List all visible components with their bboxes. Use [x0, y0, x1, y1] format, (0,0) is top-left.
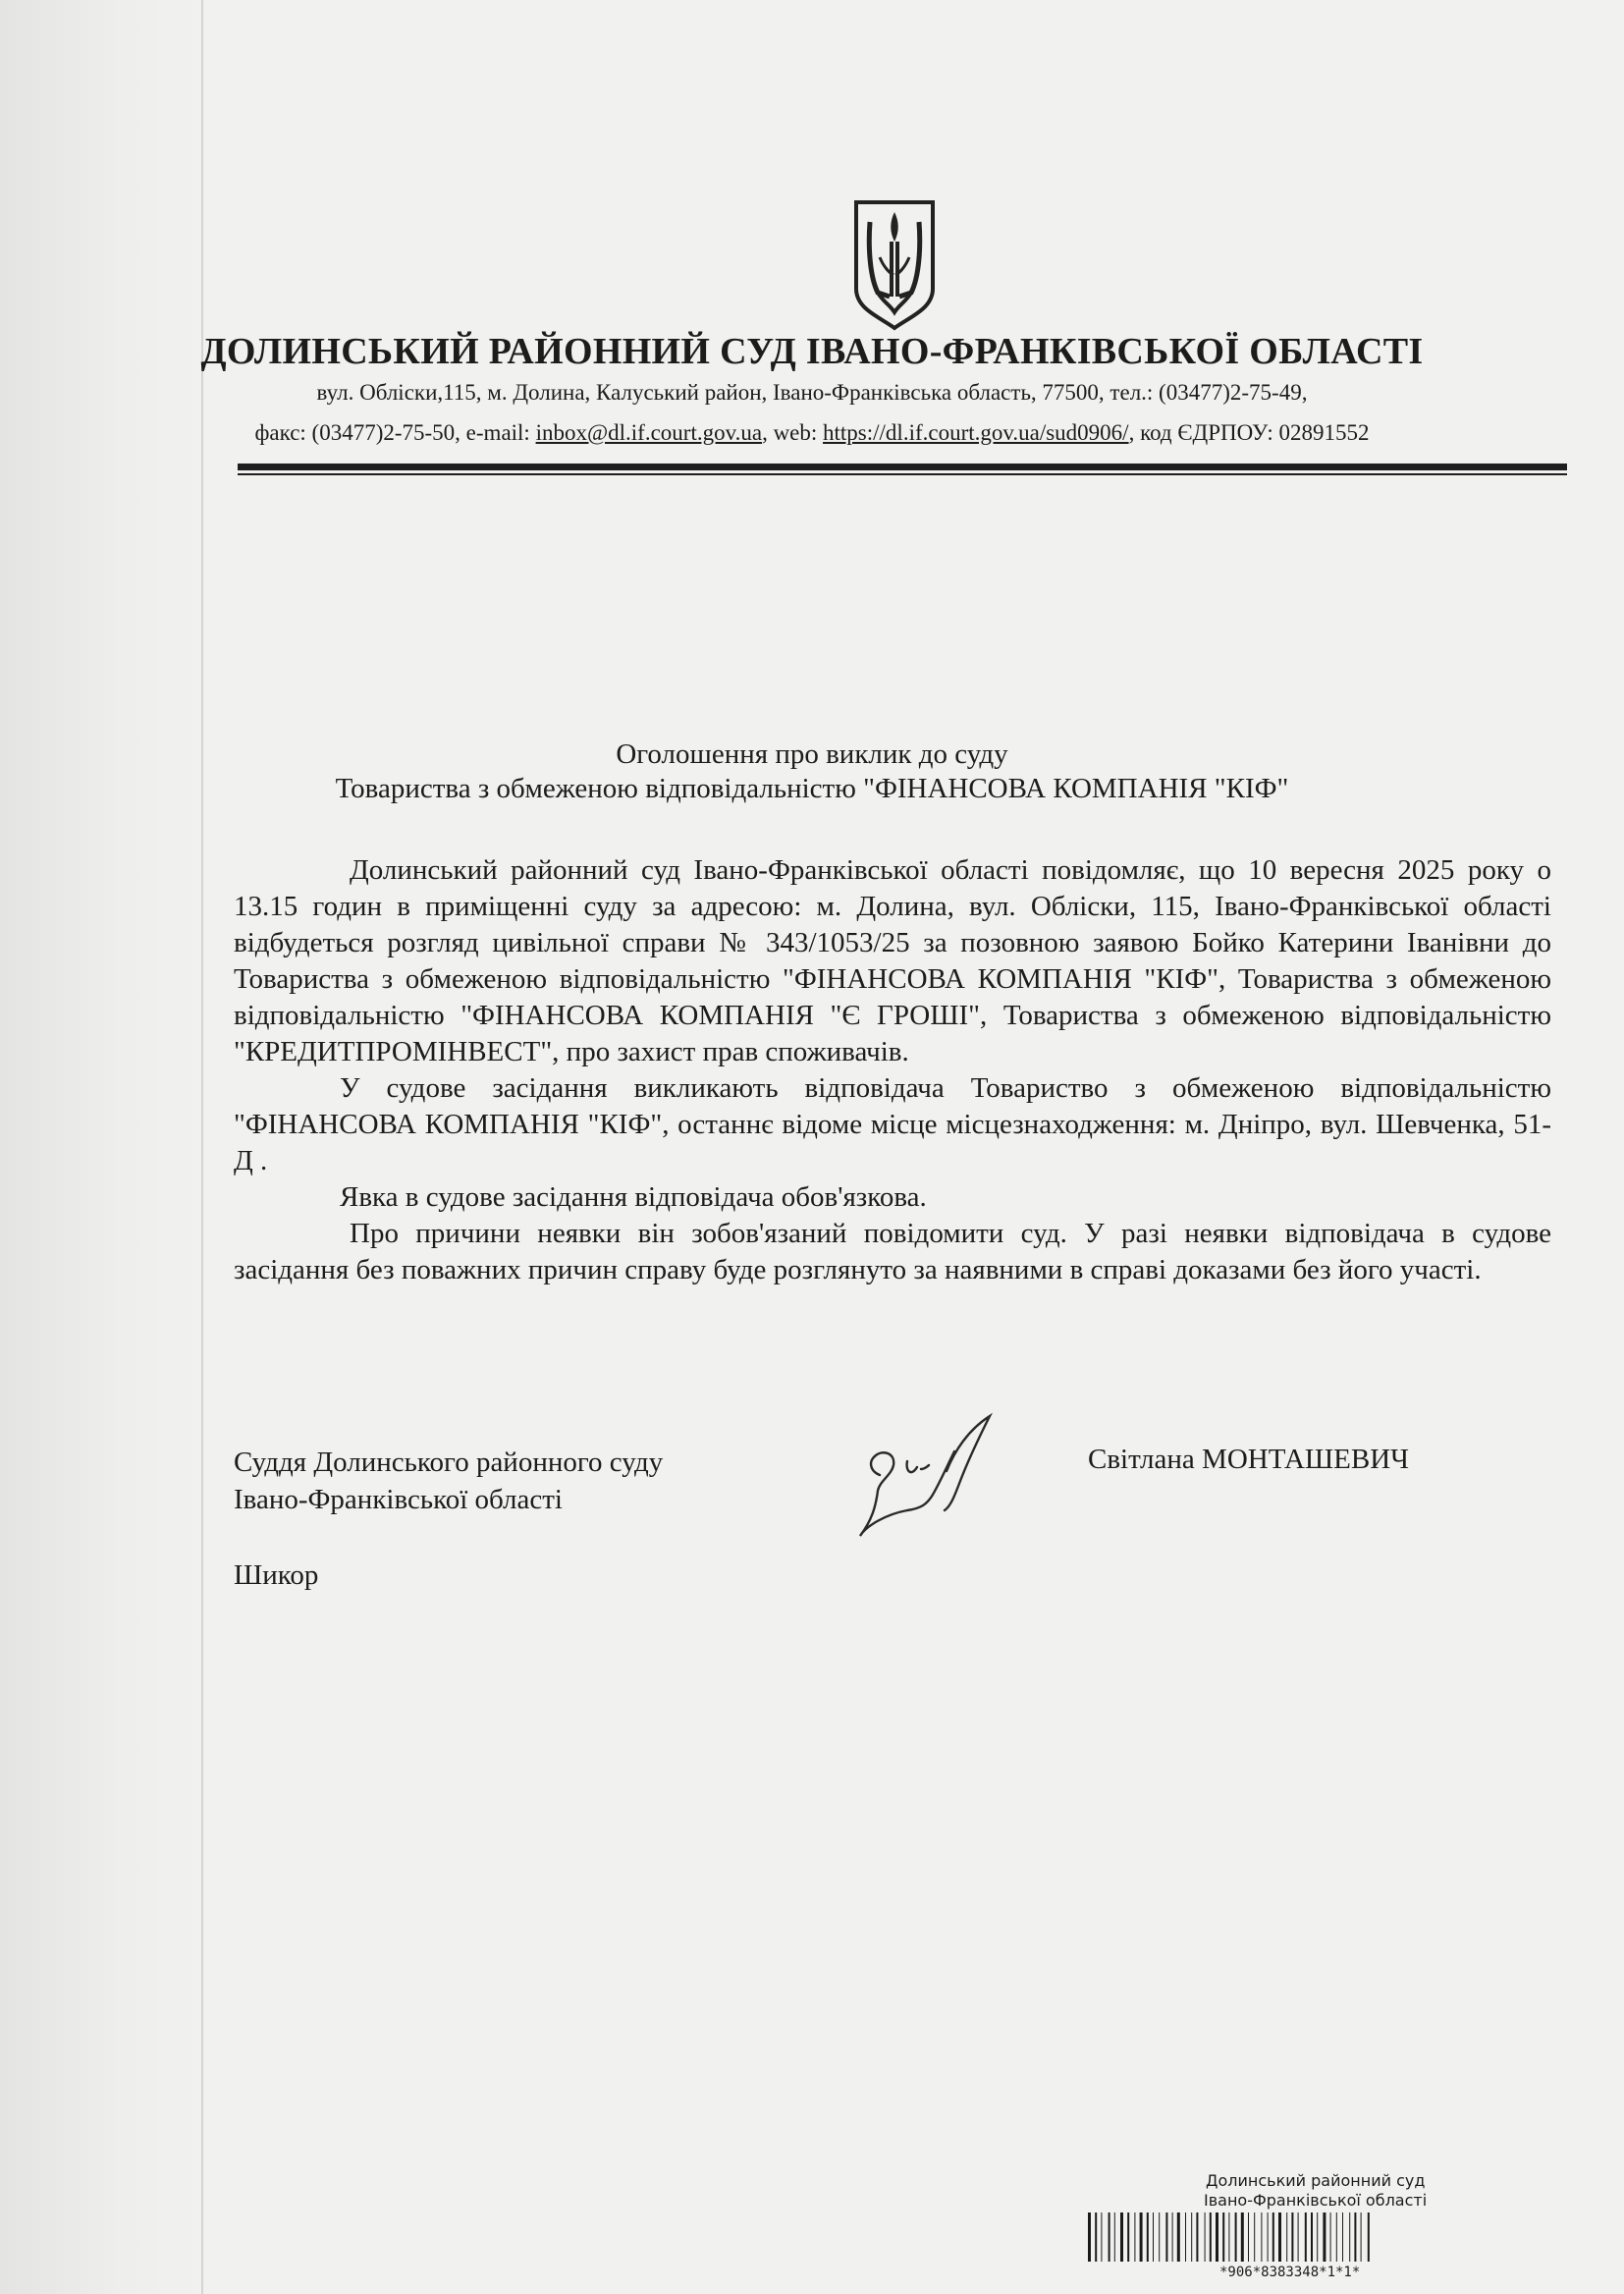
- barcode: [1088, 2212, 1545, 2262]
- barcode-bar: [1278, 2212, 1281, 2262]
- executor-name: Шикор: [234, 1559, 319, 1591]
- notice-subtitle: Товариства з обмеженою відповідальністю "ФІНАНСОВА КОМПАНІЯ "КІФ": [335, 773, 1289, 804]
- barcode-bar: [1272, 2212, 1274, 2262]
- email-link[interactable]: inbox@dl.if.court.gov.ua: [535, 420, 763, 445]
- barcode-number: *906*8383348*1*1*: [1219, 2265, 1361, 2280]
- header-divider: [238, 464, 1567, 470]
- court-name: ДОЛИНСЬКИЙ РАЙОННИЙ СУД ІВАНО-ФРАНКІВСЬКОЇ ОБЛАСТІ: [200, 331, 1424, 372]
- barcode-bar: [1153, 2212, 1154, 2262]
- header-divider-thin: [238, 473, 1567, 475]
- barcode-bar: [1368, 2212, 1370, 2262]
- barcode-bar: [1241, 2212, 1244, 2262]
- barcode-bar: [1114, 2212, 1115, 2262]
- barcode-bar: [1191, 2212, 1192, 2262]
- barcode-bar: [1342, 2212, 1343, 2262]
- barcode-bar: [1134, 2212, 1135, 2262]
- barcode-bar: [1205, 2212, 1206, 2262]
- barcode-bar: [1177, 2212, 1180, 2262]
- barcode-bar: [1095, 2212, 1097, 2262]
- barcode-bar: [1228, 2212, 1229, 2262]
- web-label: , web:: [762, 420, 824, 445]
- barcode-bar: [1361, 2212, 1362, 2262]
- judge-position-line: Івано-Франківської області: [234, 1484, 563, 1515]
- court-contacts: [147, 420, 1477, 446]
- barcode-bar: [1172, 2212, 1173, 2262]
- barcode-bar: [1120, 2212, 1123, 2262]
- barcode-bar: [1165, 2212, 1167, 2262]
- barcode-bar: [1140, 2212, 1143, 2262]
- barcode-bar: [1196, 2212, 1198, 2262]
- notice-body: [234, 852, 1551, 1288]
- barcode-bar: [1248, 2212, 1249, 2262]
- judge-name: Світлана МОНТАШЕВИЧ: [1088, 1444, 1410, 1475]
- notice-paragraph: Про причини неявки він зобов'язаний повідомити суд. У разі неявки відповідача в судове засідання без поважних причин справу буде розглянуто за наявними в справі доказами без його участі.: [234, 1218, 1551, 1285]
- barcode-bar: [1109, 2212, 1110, 2262]
- handwritten-signature: [852, 1412, 1009, 1542]
- court-address: вул. Обліски,115, м. Долина, Калуський район, Івано-Франківська область, 77500, тел.: (03477)2-75-49,: [316, 380, 1308, 405]
- barcode-bar: [1216, 2212, 1218, 2262]
- notice-paragraph: Долинський районний суд Івано-Франківської області повідомляє, що 10 вересня 2025 року о 13.15 годин в приміщенні суду за адресою: м. Долина, вул. Обліски, 115, Івано-Франківської області відбудеться розгляд цивільної справи № 343/1053/25 за позовною заявою Бойко Катерини Іванівни до Товариства з обмеженою відповідальністю "ФІНАНСОВА КОМПАНІЯ "КІФ", Товариства з обмеженою відповідальністю "ФІНАНСОВА КОМПАНІЯ "Є ГРОШІ", Товариства з обмеженою відповідальністю "КРЕДИТПРОМІНВЕСТ", про захист прав споживачів.: [234, 854, 1551, 1067]
- web-link[interactable]: https://dl.if.court.gov.ua/sud0906/: [823, 420, 1129, 445]
- barcode-bar: [1291, 2212, 1293, 2262]
- barcode-bar: [1210, 2212, 1212, 2262]
- notice-paragraph: Явка в судове засідання відповідача обов'язкова.: [340, 1181, 927, 1213]
- barcode-bar: [1088, 2212, 1091, 2262]
- judge-position-line: Суддя Долинського районного суду: [234, 1447, 664, 1478]
- barcode-bar: [1101, 2212, 1102, 2262]
- barcode-bar: [1311, 2212, 1313, 2262]
- judge-position: [234, 1444, 663, 1518]
- barcode-bar: [1286, 2212, 1287, 2262]
- barcode-bar: [1330, 2212, 1331, 2262]
- notice-paragraph: У судове засідання викликають відповідача Товариство з обмеженою відповідальністю "ФІНАНСОВА КОМПАНІЯ "КІФ", останнє відоме місце місцезнаходження: м. Дніпро, вул. Шевченка, 51-Д .: [234, 1072, 1551, 1176]
- barcode-bar: [1323, 2212, 1326, 2262]
- trident-emblem-icon: [850, 198, 939, 332]
- barcode-bar: [1336, 2212, 1337, 2262]
- barcode-bar: [1349, 2212, 1350, 2262]
- barcode-bar: [1268, 2212, 1269, 2262]
- barcode-bar: [1354, 2212, 1356, 2262]
- barcode-bar: [1261, 2212, 1262, 2262]
- fax-label: факс: (03477)2-75-50, e-mail:: [254, 420, 536, 445]
- barcode-bar: [1254, 2212, 1255, 2262]
- edrpou-code: , код ЄДРПОУ: 02891552: [1128, 420, 1370, 445]
- notice-title: Оголошення про виклик до суду: [616, 738, 1008, 770]
- registration-stamp-line: Івано-Франківської області: [1204, 2191, 1428, 2210]
- registration-stamp-line: Долинський районний суд: [1206, 2171, 1426, 2190]
- barcode-bar: [1185, 2212, 1186, 2262]
- barcode-bar: [1127, 2212, 1129, 2262]
- barcode-bar: [1305, 2212, 1307, 2262]
- barcode-bar: [1298, 2212, 1299, 2262]
- barcode-bar: [1235, 2212, 1237, 2262]
- barcode-bar: [1147, 2212, 1149, 2262]
- barcode-bar: [1222, 2212, 1224, 2262]
- barcode-bar: [1159, 2212, 1160, 2262]
- barcode-bar: [1317, 2212, 1318, 2262]
